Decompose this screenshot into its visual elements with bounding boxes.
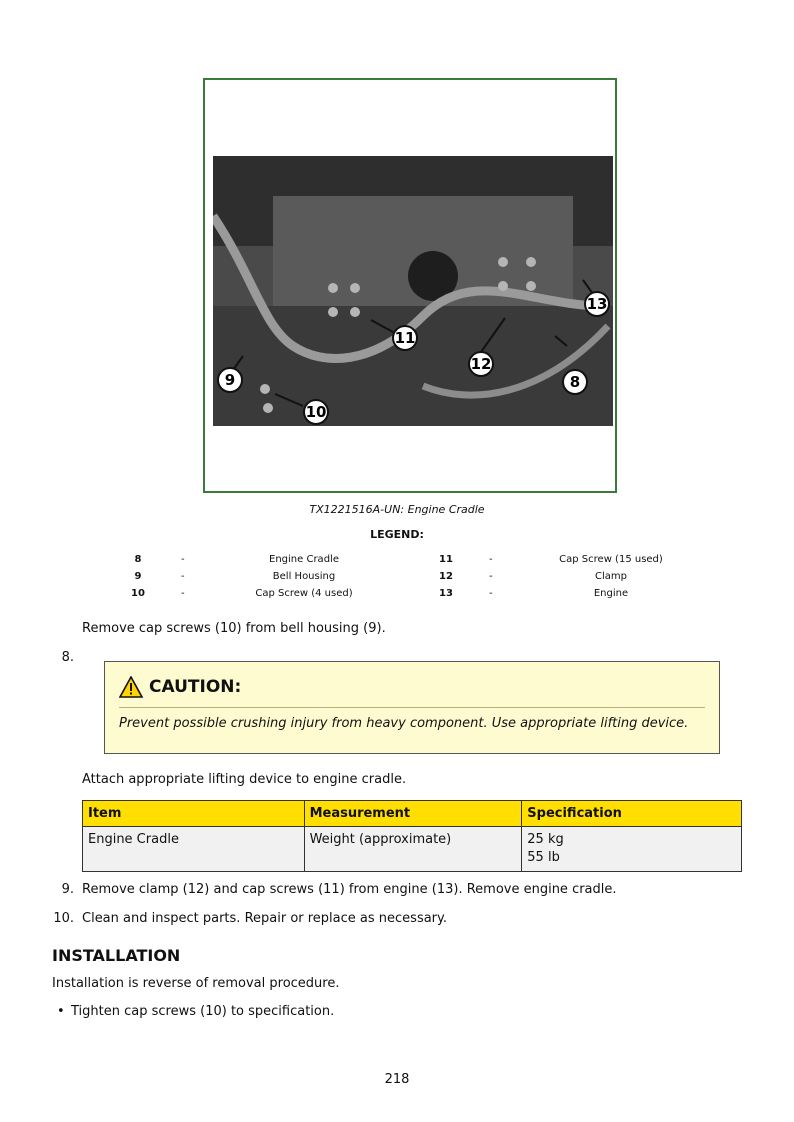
legend-number: 10 xyxy=(131,588,145,599)
spec-table-header-row xyxy=(83,801,742,827)
legend-row xyxy=(0,588,794,604)
legend-label: Engine xyxy=(593,588,629,599)
caution-divider xyxy=(119,707,705,708)
callout-8 xyxy=(563,370,587,394)
legend-number: 8 xyxy=(134,554,142,565)
legend-label: Cap Screw (4 used) xyxy=(255,588,353,599)
installation-bullet-text: Tighten cap screws (10) to specification. xyxy=(71,1004,335,1019)
legend-number: 11 xyxy=(439,554,453,565)
spec-measurement-cell: Weight (approximate) xyxy=(304,827,522,872)
legend-row xyxy=(0,571,794,587)
svg-text:10: 10 xyxy=(305,403,327,421)
legend-dash: - xyxy=(181,554,185,565)
bullet-icon: • xyxy=(57,1004,65,1019)
spec-header-measurement: Measurement xyxy=(304,801,522,827)
spec-value-imperial: 55 lb xyxy=(527,850,560,865)
step-8-text: Attach appropriate lifting device to engine cradle. xyxy=(82,772,407,787)
legend-label: Cap Screw (15 used) xyxy=(559,554,663,565)
legend-dash: - xyxy=(181,571,185,582)
installation-text: Installation is reverse of removal procedure. xyxy=(52,976,340,991)
engine-cradle-photo xyxy=(213,156,613,426)
svg-text:9: 9 xyxy=(224,371,236,389)
figure-caption: TX1221516A-UN: Engine Cradle xyxy=(309,503,485,516)
spec-value-metric: 25 kg xyxy=(527,832,564,847)
caution-text: Prevent possible crushing injury from heavy component. Use appropriate lifting device. xyxy=(119,716,689,731)
step-9-number: 9. xyxy=(61,882,74,897)
svg-text:13: 13 xyxy=(586,295,608,313)
step-7-text: Remove cap screws (10) from bell housing (9). xyxy=(82,621,386,636)
legend-number: 13 xyxy=(439,588,453,599)
legend-dash: - xyxy=(181,588,185,599)
installation-heading: INSTALLATION xyxy=(52,946,181,965)
svg-text:8: 8 xyxy=(569,373,581,391)
step-10-number: 10. xyxy=(53,911,74,926)
spec-table xyxy=(82,800,742,872)
spec-header-item: Item xyxy=(83,801,305,827)
callout-9 xyxy=(218,368,242,392)
legend-dash: - xyxy=(489,571,493,582)
legend-dash: - xyxy=(489,554,493,565)
page-number: 218 xyxy=(384,1072,410,1087)
table-row xyxy=(83,827,742,872)
spec-item-cell: Engine Cradle xyxy=(83,827,305,872)
warning-triangle-icon xyxy=(119,676,143,698)
callout-10 xyxy=(304,400,328,424)
legend-label: Clamp xyxy=(595,571,627,582)
legend-row xyxy=(0,554,794,570)
legend-title: LEGEND: xyxy=(370,528,424,541)
spec-header-specification: Specification xyxy=(522,801,742,827)
legend-number: 9 xyxy=(134,571,142,582)
svg-text:12: 12 xyxy=(470,355,492,373)
step-10-text: Clean and inspect parts. Repair or replace as necessary. xyxy=(82,911,447,926)
legend-label: Engine Cradle xyxy=(269,554,339,565)
legend-label: Bell Housing xyxy=(272,571,336,582)
step-9-text: Remove clamp (12) and cap screws (11) from engine (13). Remove engine cradle. xyxy=(82,882,617,897)
caution-title: CAUTION: xyxy=(149,677,242,697)
legend-dash: - xyxy=(489,588,493,599)
caution-box xyxy=(104,661,720,754)
step-8-number: 8. xyxy=(61,650,74,665)
caution-header xyxy=(119,676,241,698)
spec-value-cell xyxy=(522,827,742,872)
svg-text:11: 11 xyxy=(394,329,416,347)
callout-12 xyxy=(469,352,493,376)
callout-13 xyxy=(585,292,609,316)
legend-number: 12 xyxy=(439,571,453,582)
callout-11 xyxy=(393,326,417,350)
figure-frame xyxy=(203,78,617,493)
